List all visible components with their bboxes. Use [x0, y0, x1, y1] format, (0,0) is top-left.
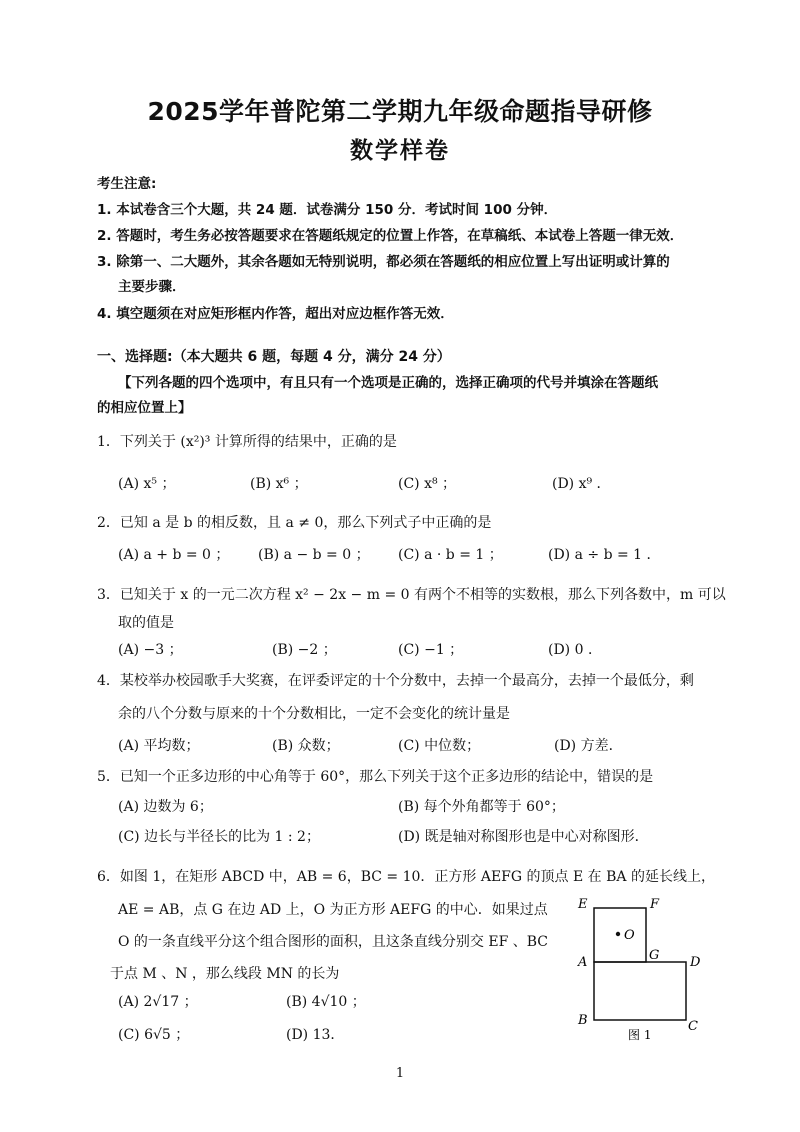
section-heading: 一、选择题:（本大题共 6 题，每题 4 分，满分 24 分）	[97, 349, 451, 365]
label-c: C	[688, 1019, 698, 1034]
rectangle-abcd	[594, 962, 686, 1020]
option-d: (D) 既是轴对称图形也是中心对称图形．	[398, 829, 649, 845]
option-a: (A) 边数为 6；	[118, 799, 213, 815]
option-d: (D) a ÷ b = 1 ．	[548, 547, 661, 563]
option-d: (D) 方差．	[554, 738, 623, 754]
section-instruction: 的相应位置上】	[97, 400, 192, 416]
figure-1	[572, 896, 712, 1046]
option-b: (B) 每个外角都等于 60°；	[398, 799, 565, 815]
question-stem-cont: 取的值是	[118, 615, 174, 631]
question-stem: 5．已知一个正多边形的中心角等于 60°，那么下列关于这个正多边形的结论中，错误的是	[97, 769, 654, 785]
option-b: (B) a − b = 0 ；	[258, 547, 370, 563]
question-stem: 1．下列关于 (x²)³ 计算所得的结果中，正确的是	[97, 434, 397, 450]
option-c: (C) 中位数；	[398, 738, 481, 754]
option-a: (A) 平均数；	[118, 738, 200, 754]
question-stem: 6．如图 1，在矩形 ABCD 中，AB = 6，BC = 10．正方形 AEFG 的顶点 E 在 BA 的延长线上，	[97, 869, 715, 885]
option-a: (A) −3 ；	[118, 642, 183, 658]
page-subtitle: 数学样卷	[350, 138, 450, 164]
figure-caption: 图 1	[628, 1028, 652, 1042]
page-number: 1	[395, 1066, 405, 1081]
option-b: (B) 4√10 ；	[286, 994, 366, 1010]
option-c: (C) 边长与半径长的比为 1 : 2；	[118, 829, 320, 845]
option-b: (B) −2 ；	[272, 642, 337, 658]
question-stem-cont: AE = AB，点 G 在边 AD 上，O 为正方形 AEFG 的中心．如果过点	[118, 902, 548, 918]
label-f: F	[650, 897, 660, 912]
option-b: (B) 众数；	[272, 738, 340, 754]
section-instruction: 【下列各题的四个选项中，有且只有一个选项是正确的，选择正确项的代号并填涂在答题纸	[118, 375, 658, 391]
option-b: (B) x⁶ ；	[250, 476, 308, 492]
option-c: (C) −1 ；	[398, 642, 464, 658]
note-item: 3. 除第一、二大题外，其余各题如无特别说明，都必须在答题纸的相应位置上写出证明或计算的	[97, 254, 670, 270]
question-stem: 3．已知关于 x 的一元二次方程 x² − 2x − m = 0 有两个不相等的实数根，那么下列各数中，m 可以	[97, 587, 726, 603]
question-stem-cont: O 的一条直线平分这个组合图形的面积，且这条直线分别交 EF 、BC	[118, 934, 549, 950]
question-stem: 4．某校举办校园歌手大奖赛，在评委评定的十个分数中，去掉一个最高分，去掉一个最低分，剩	[97, 673, 694, 689]
note-item: 4. 填空题须在对应矩形框内作答，超出对应边框作答无效．	[97, 306, 454, 322]
square-aefg	[594, 908, 646, 962]
notes-heading: 考生注意:	[97, 176, 157, 192]
note-item: 1. 本试卷含三个大题，共 24 题．试卷满分 150 分．考试时间 100 分钟．	[97, 202, 558, 218]
note-item: 2. 答题时，考生务必按答题要求在答题纸规定的位置上作答，在草稿纸、本试卷上答题一律无效．	[97, 228, 684, 244]
option-c: (C) a · b = 1 ；	[398, 547, 503, 563]
option-a: (A) x⁵ ；	[118, 476, 176, 492]
center-point-o	[616, 932, 620, 936]
option-c: (C) x⁸ ；	[398, 476, 457, 492]
option-d: (D) x⁹ ．	[552, 476, 611, 492]
option-d: (D) 0 ．	[548, 642, 602, 658]
label-a: A	[578, 955, 588, 970]
label-d: D	[690, 955, 701, 970]
option-c: (C) 6√5 ；	[118, 1027, 190, 1043]
label-e: E	[578, 897, 588, 912]
question-stem-cont: 余的八个分数与原来的十个分数相比，一定不会变化的统计量是	[118, 706, 510, 722]
page-title: 2025学年普陀第二学期九年级命题指导研修	[147, 97, 653, 126]
label-g: G	[649, 948, 660, 963]
label-o: O	[624, 928, 635, 943]
note-item: 主要步骤．	[118, 279, 186, 295]
option-a: (A) 2√17 ；	[118, 994, 198, 1010]
option-d: (D) 13．	[286, 1027, 345, 1043]
option-a: (A) a + b = 0 ；	[118, 547, 230, 563]
question-stem: 2．已知 a 是 b 的相反数，且 a ≠ 0，那么下列式子中正确的是	[97, 515, 492, 531]
question-stem-cont: 于点 M 、N ，那么线段 MN 的长为	[110, 966, 340, 982]
label-b: B	[578, 1013, 588, 1028]
